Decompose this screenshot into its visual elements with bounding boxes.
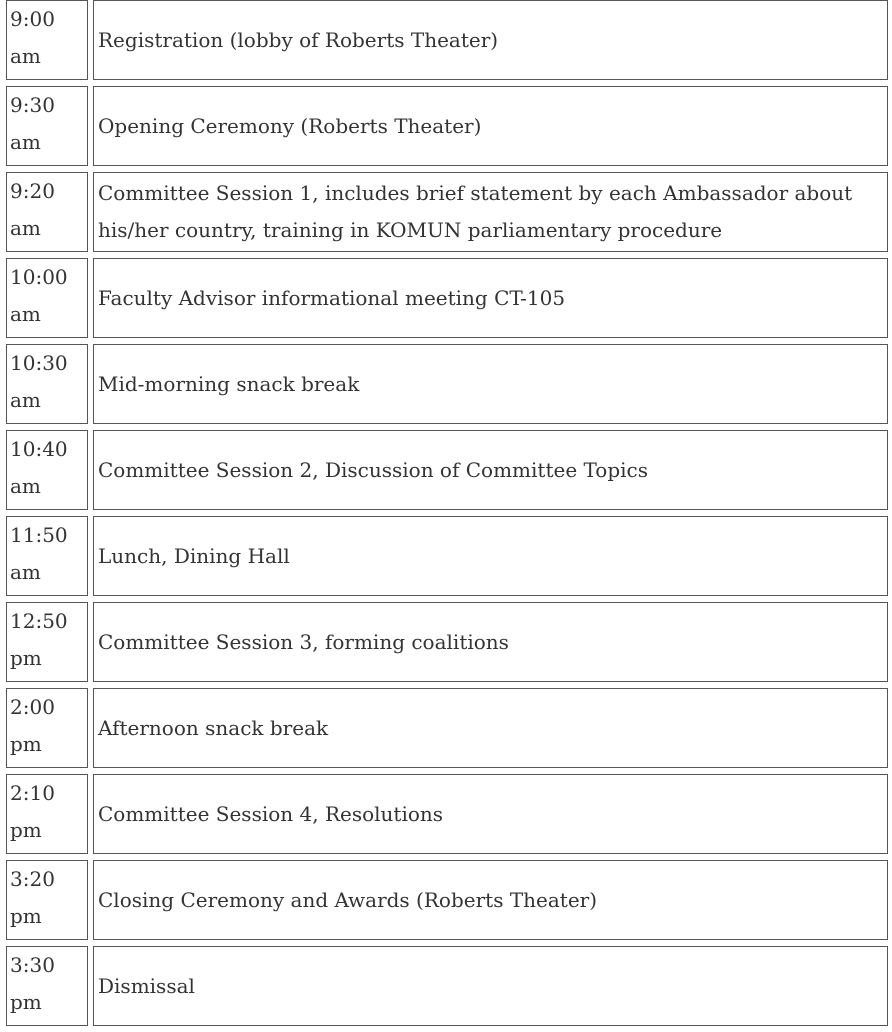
time-value: 12:50	[10, 609, 68, 633]
table-row	[6, 516, 888, 596]
time-value: 10:30	[10, 351, 68, 375]
time-value: 3:30	[10, 953, 55, 977]
event-cell: Mid-morning snack break	[93, 344, 888, 424]
time-cell	[6, 172, 88, 252]
event-cell: Faculty Advisor informational meeting CT-105	[93, 258, 888, 338]
table-row	[6, 172, 888, 252]
time-period: am	[10, 44, 41, 68]
table-row	[6, 688, 888, 768]
table-row	[6, 860, 888, 940]
table-row	[6, 258, 888, 338]
table-row	[6, 602, 888, 682]
time-value: 9:30	[10, 93, 55, 117]
time-cell	[6, 86, 88, 166]
event-cell: Afternoon snack break	[93, 688, 888, 768]
event-cell: Opening Ceremony (Roberts Theater)	[93, 86, 888, 166]
time-period: am	[10, 560, 41, 584]
time-period: am	[10, 130, 41, 154]
time-cell	[6, 258, 88, 338]
time-period: pm	[10, 904, 42, 928]
table-row	[6, 86, 888, 166]
event-cell: Registration (lobby of Roberts Theater)	[93, 0, 888, 80]
table-row	[6, 430, 888, 510]
event-cell: Dismissal	[93, 946, 888, 1026]
time-cell	[6, 688, 88, 768]
time-period: am	[10, 474, 41, 498]
event-cell: Committee Session 4, Resolutions	[93, 774, 888, 854]
time-period: am	[10, 216, 41, 240]
event-cell: Committee Session 1, includes brief statement by each Ambassador about his/her country, training in KOMUN parliamentary procedure	[93, 172, 888, 252]
event-cell: Lunch, Dining Hall	[93, 516, 888, 596]
time-cell	[6, 860, 88, 940]
time-cell	[6, 0, 88, 80]
time-period: am	[10, 388, 41, 412]
time-cell	[6, 946, 88, 1026]
event-cell: Committee Session 2, Discussion of Committee Topics	[93, 430, 888, 510]
time-period: pm	[10, 732, 42, 756]
time-cell	[6, 516, 88, 596]
table-row	[6, 946, 888, 1026]
schedule-table	[1, 0, 892, 1032]
time-value: 2:00	[10, 695, 55, 719]
time-value: 10:00	[10, 265, 68, 289]
time-period: am	[10, 302, 41, 326]
time-cell	[6, 602, 88, 682]
time-cell	[6, 430, 88, 510]
event-cell: Committee Session 3, forming coalitions	[93, 602, 888, 682]
time-value: 3:20	[10, 867, 55, 891]
time-value: 9:20	[10, 179, 55, 203]
event-cell: Closing Ceremony and Awards (Roberts Theater)	[93, 860, 888, 940]
table-row	[6, 0, 888, 80]
time-value: 10:40	[10, 437, 68, 461]
time-period: pm	[10, 818, 42, 842]
time-period: pm	[10, 990, 42, 1014]
schedule-body	[6, 0, 888, 1026]
time-value: 9:00	[10, 7, 55, 31]
time-cell	[6, 344, 88, 424]
time-period: pm	[10, 646, 42, 670]
time-cell	[6, 774, 88, 854]
time-value: 11:50	[10, 523, 68, 547]
table-row	[6, 774, 888, 854]
time-value: 2:10	[10, 781, 55, 805]
table-row	[6, 344, 888, 424]
